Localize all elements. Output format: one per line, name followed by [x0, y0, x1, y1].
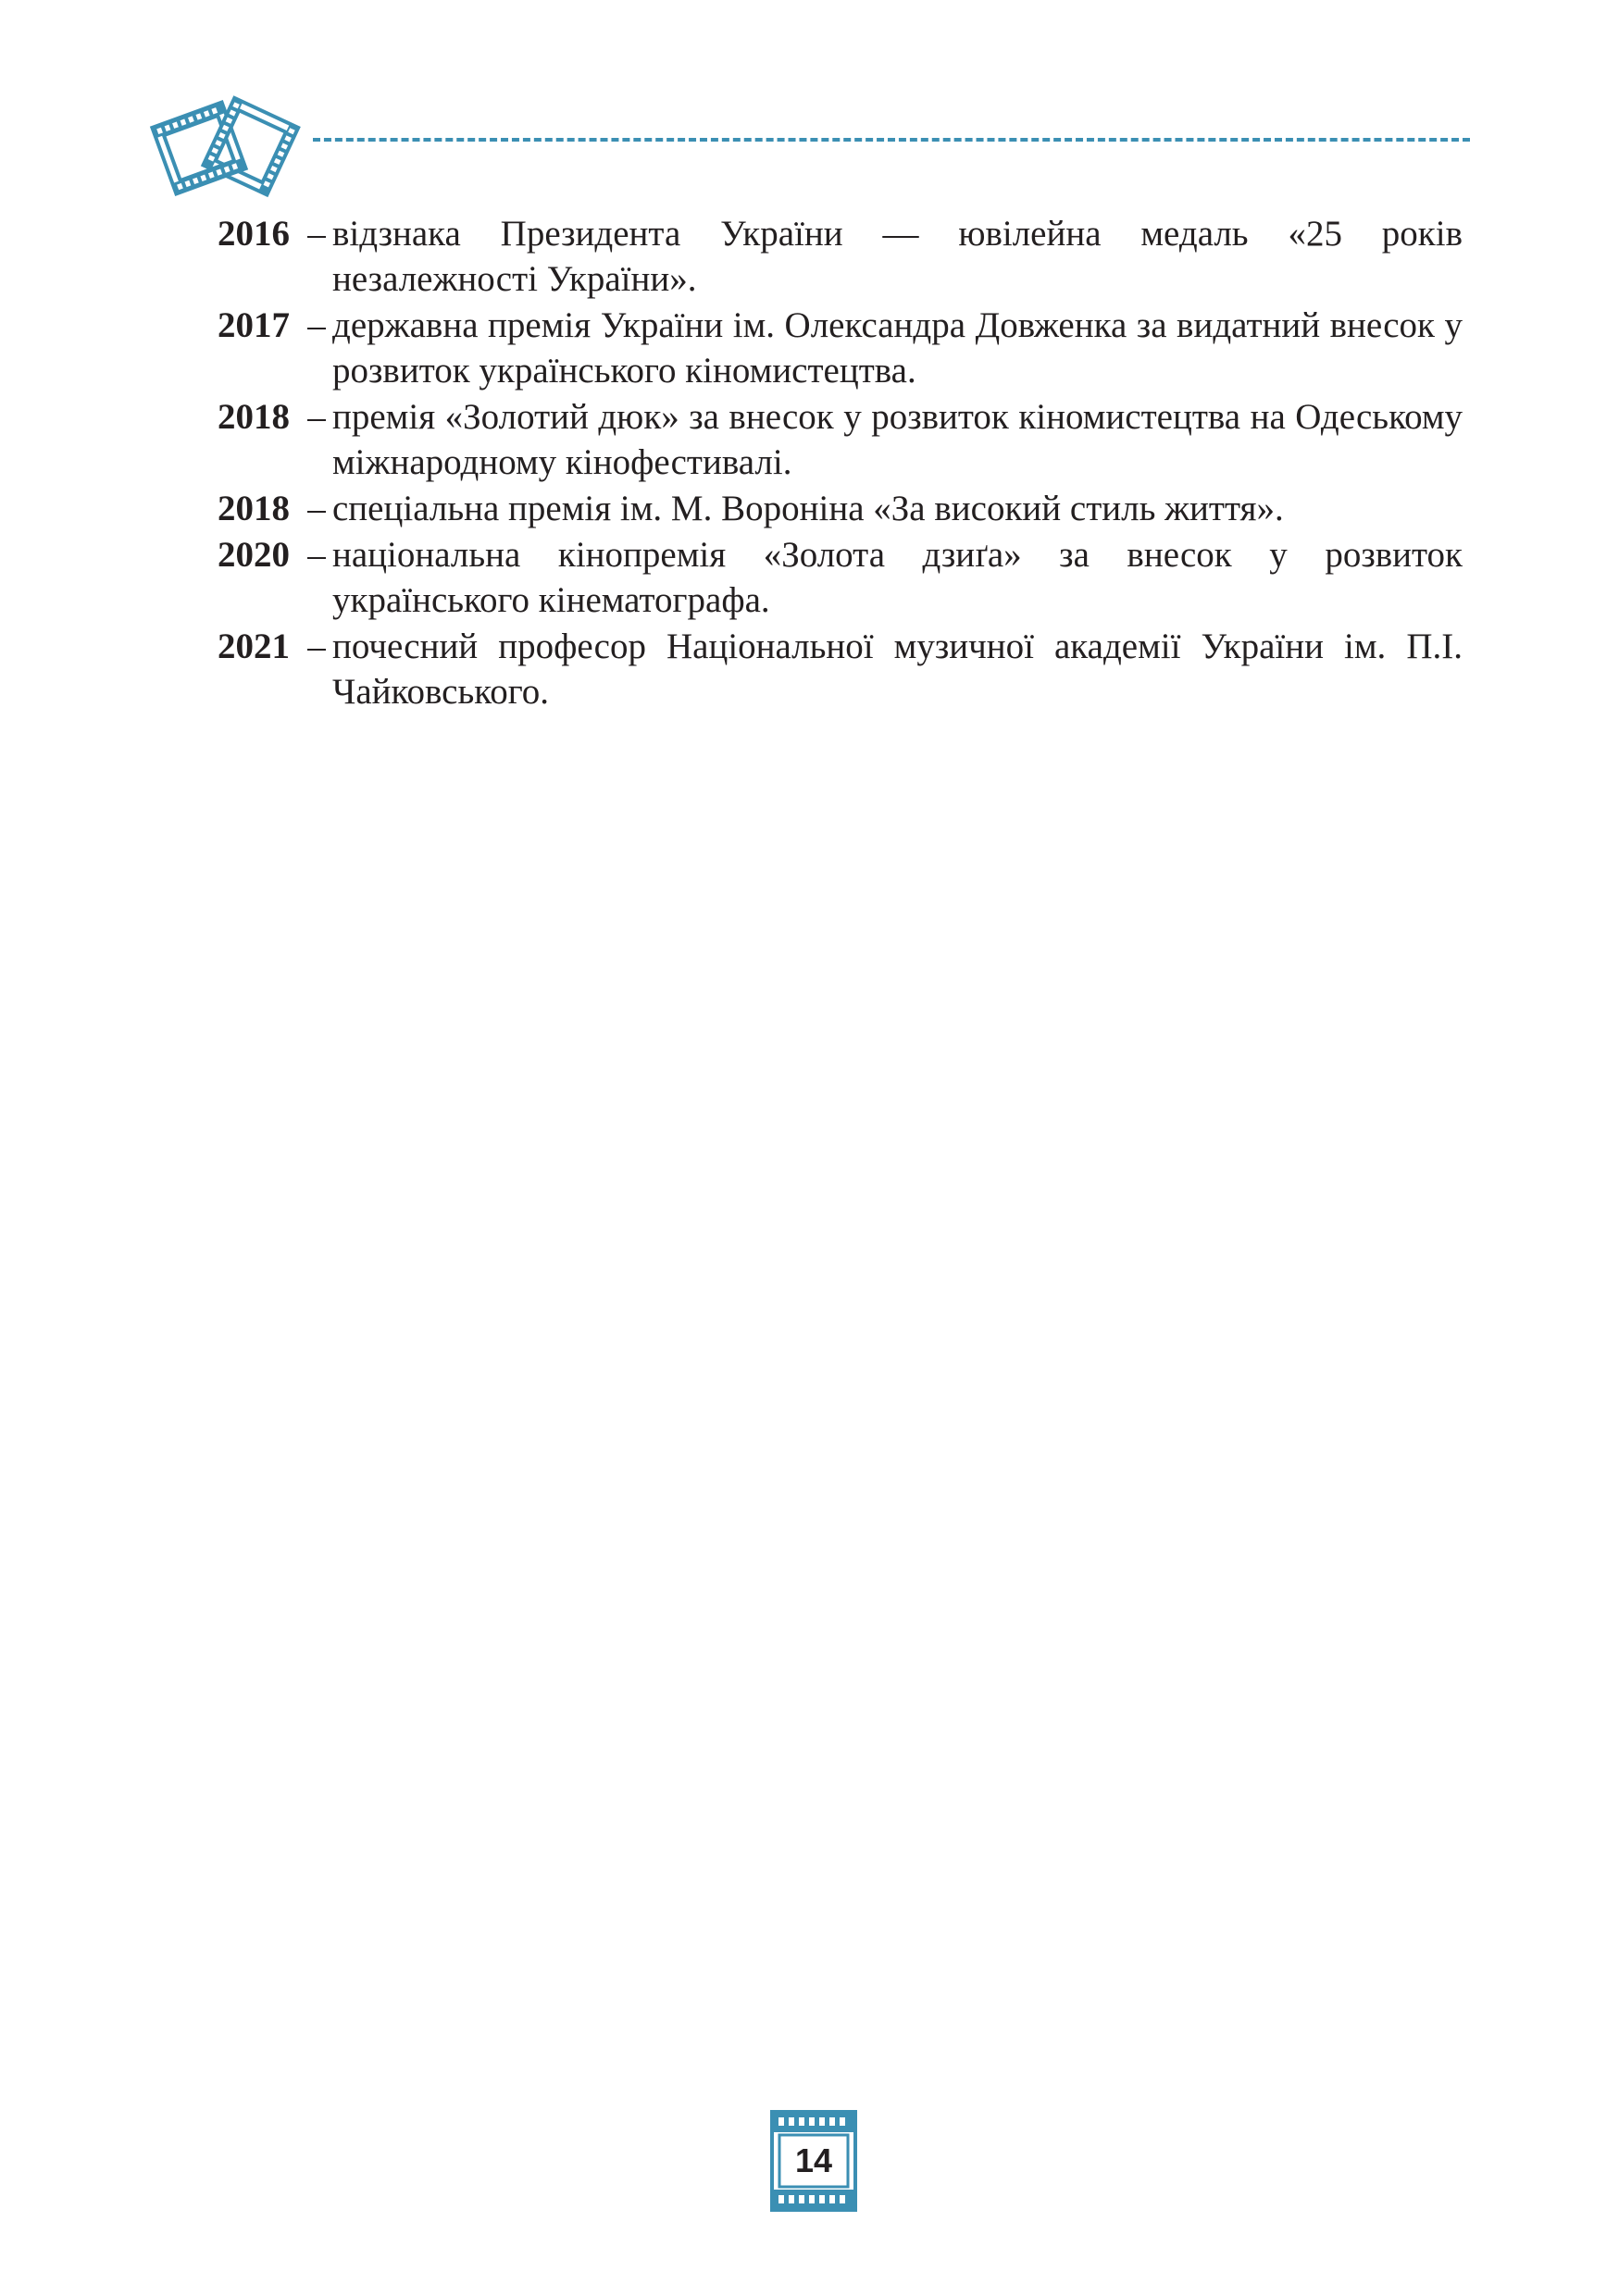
award-entry: [218, 211, 1463, 302]
award-entry: [218, 303, 1463, 393]
award-description: державна премія України ім. Олександра Довженка за видатний внесок у розвиток українського кіномистецтва.: [332, 305, 1463, 391]
award-dash: –: [307, 627, 326, 666]
award-dash: –: [307, 305, 326, 345]
award-dash: –: [307, 535, 326, 575]
award-description: почесний професор Національної музичної академії України ім. П.І. Чайковського.: [332, 627, 1463, 712]
award-year: 2020: [218, 535, 290, 575]
page-number: 14: [794, 2141, 833, 2179]
award-description: відзнака Президента України — ювілейна медаль «25 років незалежності України».: [332, 214, 1463, 299]
award-year: 2016: [218, 214, 290, 254]
award-description: національна кінопремія «Золота дзиґа» за внесок у розвиток українського кінематографа.: [332, 535, 1463, 620]
page-number-badge: [770, 2110, 857, 2212]
awards-list: [218, 211, 1463, 715]
award-description: спеціальна премія ім. М. Вороніна «За високий стиль життя».: [332, 489, 1284, 528]
award-description: премія «Золотий дюк» за внесок у розвиток кіномистецтва на Одеському міжнародному кінофестивалі.: [332, 397, 1463, 482]
award-entry: [218, 486, 1463, 531]
award-year: 2018: [218, 489, 290, 528]
award-entry: [218, 394, 1463, 485]
award-year: 2021: [218, 627, 290, 666]
award-entry: [218, 532, 1463, 623]
award-entry: [218, 624, 1463, 714]
award-year: 2017: [218, 305, 290, 345]
award-dash: –: [307, 489, 326, 528]
film-frames-icon: [148, 93, 305, 204]
header-dashed-divider: [313, 138, 1470, 142]
award-dash: –: [307, 214, 326, 254]
award-dash: –: [307, 397, 326, 437]
award-year: 2018: [218, 397, 290, 437]
